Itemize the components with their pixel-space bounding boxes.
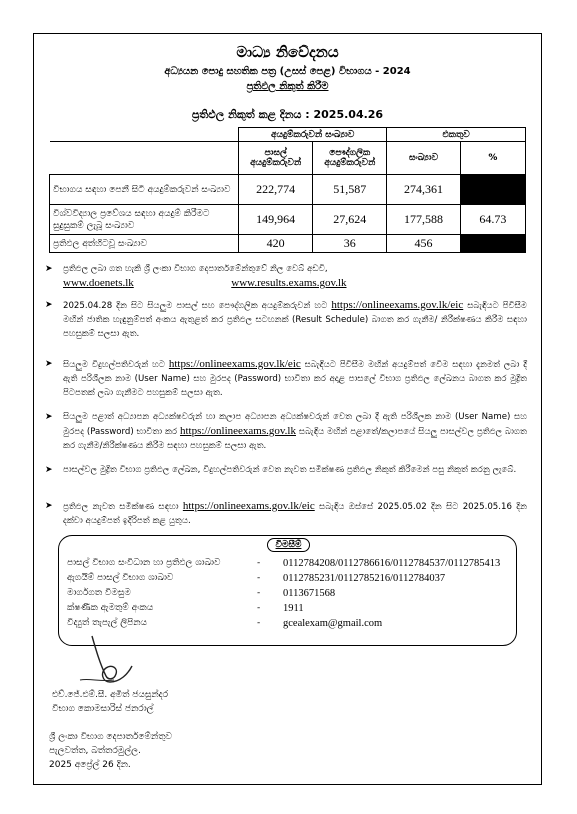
- col-private: පෞද්ගලික අයදුම්කරුවන්: [313, 142, 387, 175]
- page-title: මාධ්‍ය නිවේදනය: [236, 43, 339, 61]
- signatory-title: විභාග කොමසාරිස් ජනරාල්: [52, 704, 154, 714]
- group-header-candidates: අයදුම්කරුවන් සංඛ්‍යාව: [239, 128, 387, 142]
- doenets-link[interactable]: www.doenets.lk: [63, 277, 134, 289]
- arrow-bullet-icon: ➤: [45, 300, 53, 310]
- results-table: [49, 127, 526, 253]
- footer-date: 2025 අප්‍රේල් 26 දින.: [49, 760, 131, 770]
- results-link[interactable]: www.results.exams.gov.lk: [231, 277, 347, 289]
- contact-row: මාර්ගගත විමසුම - 0113671568: [67, 588, 336, 599]
- cell-school: 420: [239, 235, 313, 253]
- col-count: සංඛ්‍යාව: [387, 142, 460, 175]
- bullet-printed: ➤ පාසල්වල මුද්‍රිත විභාග ප්‍රතිඵල ලේඛන, විදුහල්පතිවරුන් වෙත නැවත සමීක්ෂණ ප්‍රතිඵල නිකුත් කිරීමෙන් පසු නිකුත් කරනු ලැබේ.: [45, 465, 517, 475]
- cell-school: 222,774: [239, 175, 313, 205]
- table-row: [50, 205, 526, 235]
- signatory-name: එච්.ජේ.එම්.සී. අමිත් ජයසුන්දර: [52, 690, 169, 700]
- group-header-total: එකතුව: [387, 128, 526, 142]
- department-address: පැලවත්ත, බත්තරමුල්ල.: [49, 746, 141, 756]
- cell-pct-blank: [460, 175, 525, 205]
- row-label: විභාගය සඳහා පෙනී සිටි අයදුම්කරුවන් සංඛ්‍යාව: [50, 175, 239, 205]
- col-school: පාසල් අයදුම්කරුවන්: [239, 142, 313, 175]
- release-date: ප්‍රතිඵල නිකුත් කළ දිනය : 2025.04.26: [191, 108, 384, 121]
- arrow-bullet-icon: ➤: [45, 501, 53, 511]
- contact-title: විමසීම්: [267, 538, 311, 552]
- contact-row: ඇගයීම් පාසල් විභාග ශාඛාව - 0112785231/0112785216/0112784037: [67, 573, 446, 584]
- bullet-principals: ➤ සියලුම විදුහල්පතිවරුන් හට https://onlineexams.gov.lk/eic සබැඳියට පිවිසීම මඟින් අයදුම්පත් වෙිම සඳහා දැනමත් ලබා දී ඇති පරිශීලක නාම (User Name) සහ මුරපද (Password) භාවිතා කර අදාළ පාසලේ විභාග ප්‍රතිඵල ලේඛනය බාගත කර මුද්‍රිත පිටපතක් ලබා ගැනීමට පහසුකම් සලසා ඇත.: [45, 358, 528, 398]
- row-label: ප්‍රතිඵල අත්හිටවූ සංඛ්‍යාව: [50, 235, 239, 253]
- eic-link[interactable]: https://onlineexams.gov.lk/eic: [182, 500, 315, 512]
- row-label: විශ්වවිද්‍යාල ප්‍රවේශය සඳහා අයදුම් කිරීමට සුදුසුකම් ලැබූ සංඛ්‍යාව: [50, 205, 239, 235]
- table-row: [50, 235, 526, 253]
- cell-private: 51,587: [313, 175, 387, 205]
- cell-pct: 64.73: [460, 205, 525, 235]
- table-row: [50, 175, 526, 205]
- eic-link[interactable]: https://onlineexams.gov.lk/eic: [331, 299, 464, 311]
- cell-count: 456: [387, 235, 460, 253]
- hotline-number: 1911: [283, 603, 304, 614]
- arrow-bullet-icon: ➤: [45, 359, 53, 369]
- contact-row: විද්‍යුත් තැපැල් ලිපිනය - gcealexam@gmail.com: [67, 618, 383, 629]
- cell-count: 177,588: [387, 205, 460, 235]
- bullet-result-schedule: ➤ 2025.04.28 දින සිට සියලුම පාසල් සහ පෞද්ගලික අයදුම්කරුවන් හට https://onlineexams.gov.lk/eic සබැඳියට පිවිසීම මඟින් ජාතික හැඳුනුම්පත් අංකය ඇතුළත් කර ප්‍රතිඵල සටහනක් (Result Schedule) බාගත කර ගැනීම/ නිරීක්ෂණය කිරීම සඳහා පහසුකම් සලසා ඇත.: [45, 299, 527, 339]
- email-address: gcealexam@gmail.com: [283, 618, 383, 629]
- bullet-directors: ➤ සියලුම පළාත් අධ්‍යාපන අධ්‍යක්ෂවරුන් හා කලාප අධ්‍යාපන අධ්‍යක්ෂවරුන් වෙත ලබා දී ඇති පරිශීලක නාම (User Name) සහ මුරපද (Password) භාවිතා කර https://onlineexams.gov.lk සබැඳිය මඟින් පළාතේ/කලාපයේ සියලු පාසල්වල ප්‍රතිඵල බාගත කර ගැනීම/නිරීක්ෂණය කිරීම සඳහා පහසුකම් සලසා ඇත.: [45, 412, 528, 451]
- cell-private: 27,624: [313, 205, 387, 235]
- onlineexams-link[interactable]: https://onlineexams.gov.lk: [179, 425, 296, 437]
- bullet-recorrection: ➤ ප්‍රතිඵල නැවත සමීක්ෂණ සඳහා https://onlineexams.gov.lk/eic සබැඳිය ඔස්සේ 2025.05.02 දින සිට 2025.05.16 දින දක්වා අයදුම්පත් ඉදිරිපත් කළ යුතුය.: [45, 500, 528, 526]
- phone-number: 0112784208/0112786616/0112784537/0112785413: [283, 558, 501, 569]
- exam-subtitle: අධ්‍යයන පොදු සහතික පත්‍ර (උසස් පෙළ) විභාගය - 2024: [164, 66, 411, 77]
- arrow-bullet-icon: ➤: [45, 412, 53, 422]
- col-pct: %: [460, 142, 525, 175]
- cell-private: 36: [313, 235, 387, 253]
- arrow-bullet-icon: ➤: [45, 264, 53, 274]
- release-subtitle: ප්‍රතිඵල නිකුත් කිරීම: [246, 81, 329, 92]
- contact-row: ක්ෂණික ඇමතුම් අංකය - 1911: [67, 603, 304, 614]
- eic-link[interactable]: https://onlineexams.gov.lk/eic: [168, 358, 301, 370]
- cell-count: 274,361: [387, 175, 460, 205]
- phone-number: 0112785231/0112785216/0112784037: [283, 573, 446, 584]
- cell-school: 149,964: [239, 205, 313, 235]
- contact-row: පාසල් විභාග සංවිධාන හා ප්‍රතිඵල ශාඛාව - 0112784208/0112786616/0112784537/0112785413: [67, 558, 501, 569]
- signature-image: [70, 630, 140, 690]
- bullet-websites: ➤ ප්‍රතිඵල ලබා ගත හැකි ශ්‍රී ලංකා විභාග දෙපාර්තමේන්තුවේ නිල වෙබ් අඩවි, www.doenets.lk www.results.exams.gov.lk: [45, 264, 347, 289]
- cell-pct-blank: [460, 235, 525, 253]
- phone-number: 0113671568: [283, 588, 336, 599]
- arrow-bullet-icon: ➤: [45, 465, 53, 475]
- department-name: ශ්‍රී ලංකා විභාග දෙපාර්තමේන්තුව: [49, 732, 173, 742]
